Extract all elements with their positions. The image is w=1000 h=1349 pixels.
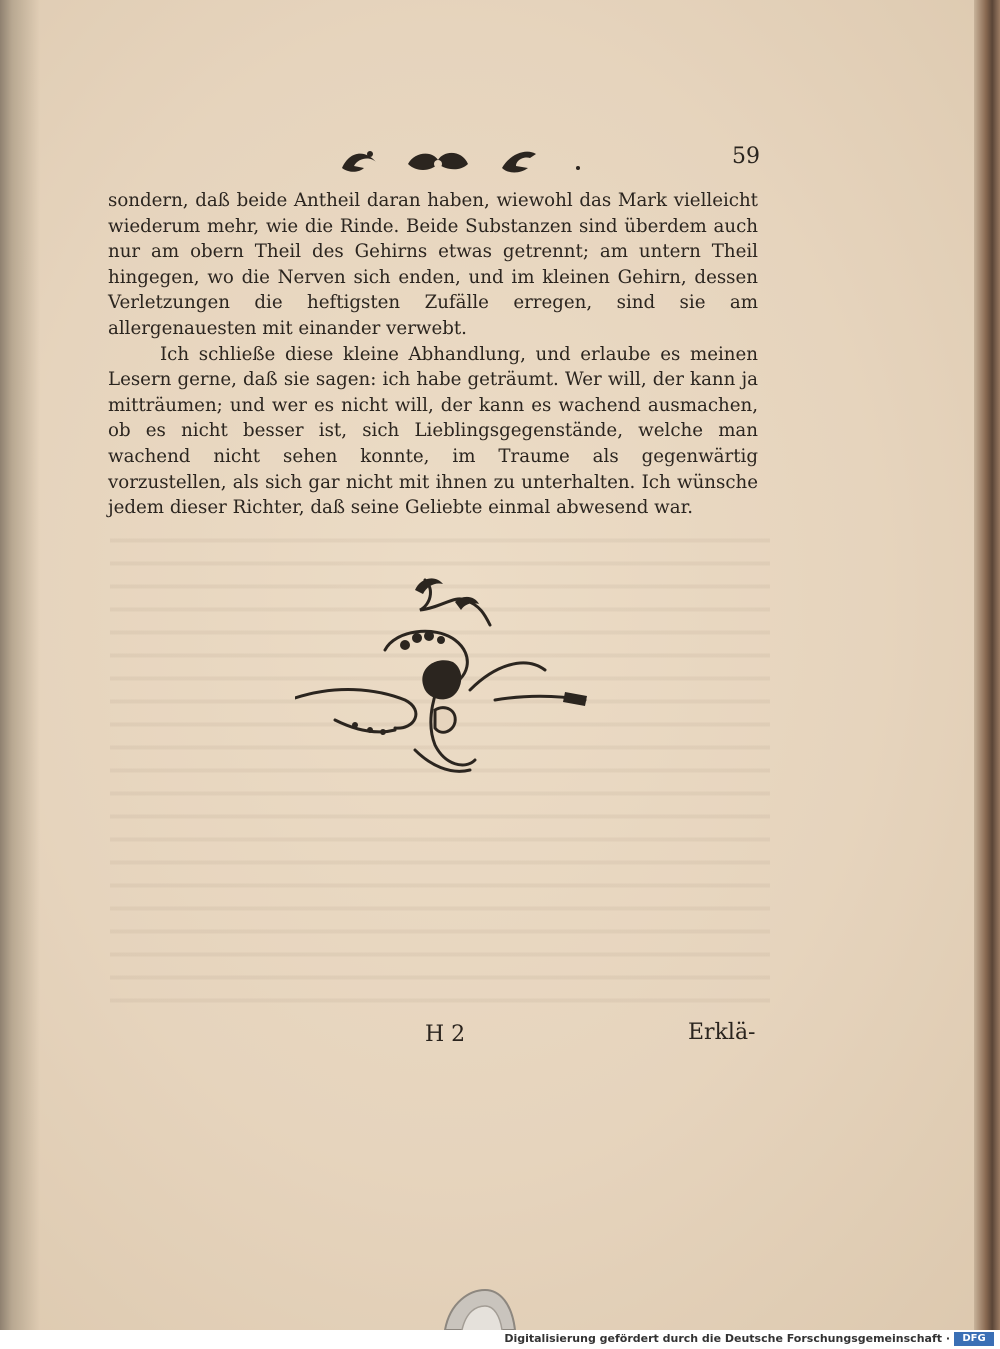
page-number: 59: [732, 144, 760, 169]
rococo-vignette-ornament: [295, 570, 590, 780]
paragraph: sondern, daß beide Antheil daran haben, wiewohl das Mark vielleicht wiederum mehr, wie die Rinde. Beide Substanzen sind überdem auch nur am obern Theil des Gehirns etwas getrennt; am untern Theil hingegen, wo die Nerven sich enden, und im kleinen Gehirn, dessen Verletzungen die heftigsten Zufälle erregen, sind sie am allergenauesten mit einander verwebt.: [108, 190, 758, 339]
signature-mark: H 2: [425, 1022, 466, 1047]
paragraph: Ich schließe diese kleine Abhandlung, und erlaube es meinen Lesern gerne, daß sie sagen: ich habe geträumt. Wer will, der kann ja mitträumen; und wer es nicht will, der kann es wachend ausmachen, ob es nicht besser ist, sich Lieblingsgegenstände, welche man wachend nicht sehen konnte, im Traume als gegenwärtig vorzustellen, als sich gar nicht mit ihnen zu unterhalten. Ich wünsche jedem dieser Richter, daß seine Geliebte einmal abwesend war.: [108, 343, 758, 519]
gutter-shadow: [0, 0, 40, 1330]
header-ornament: [340, 142, 640, 178]
digitization-credit-bar: [0, 1330, 1000, 1349]
dfg-logo: DFG: [954, 1332, 994, 1346]
catchword: Erklä-: [688, 1020, 756, 1045]
page-clip: [440, 1282, 520, 1330]
credit-text: Digitalisierung gefördert durch die Deutsche Forschungsgemeinschaft ·: [504, 1332, 950, 1345]
book-edge: [974, 0, 1000, 1330]
running-header: [110, 142, 760, 178]
body-text: [108, 188, 758, 521]
